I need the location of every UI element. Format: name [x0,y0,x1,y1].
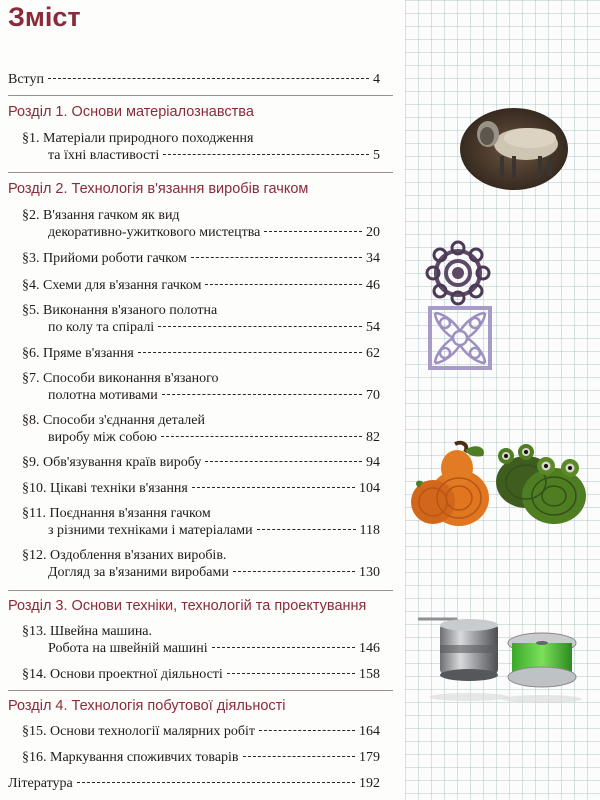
crochet-square-motif [427,305,493,371]
dot-leader [191,257,362,258]
toc-page: 82 [366,430,380,445]
sheep-photo [460,108,568,190]
toc-row[interactable] [48,319,380,336]
toc-line1: §13. Швейна машина. [22,624,153,639]
toc-label: декоративно-ужиткового мистецтва [48,225,261,240]
dot-leader [212,647,355,648]
dot-leader [227,673,355,674]
dot-leader [259,730,355,731]
toc-row[interactable] [48,522,380,539]
toc-line1: §5. Виконання в'язаного полотна [22,303,218,318]
toc-row[interactable] [48,564,380,581]
toc-row[interactable] [22,345,380,362]
divider [8,95,393,96]
dot-leader [205,461,362,462]
dot-leader [163,154,369,155]
toc-label: Догляд за в'язаними виробами [48,565,229,580]
toc-row[interactable] [48,147,380,164]
dot-leader [233,571,355,572]
dot-leader [162,394,362,395]
toc-row[interactable] [22,723,380,740]
crochet-pear-potholder [403,438,495,530]
toc-label: полотна мотивами [48,388,158,403]
toc-label: §14. Основи проектної діяльності [22,667,223,682]
toc-page: 34 [366,251,380,266]
toc-row-literature[interactable] [8,775,380,792]
toc-page: 62 [366,346,380,361]
toc-label: §16. Маркування споживчих товарів [22,750,239,765]
toc-page: 146 [359,641,380,656]
toc-page: 118 [359,523,380,538]
toc-row[interactable] [22,749,380,766]
toc-page: 158 [359,667,380,682]
toc-page: 164 [359,724,380,739]
toc-label: §6. Пряме в'язання [22,346,134,361]
dot-leader [243,756,355,757]
toc-page: 20 [366,225,380,240]
toc-line1: §2. В'язання гачком як вид [22,208,180,223]
toc-label: §15. Основи технології малярних робіт [22,724,256,739]
toc-row[interactable] [22,277,380,294]
dot-leader [48,78,369,79]
toc-line1: §11. Поєднання в'язання гачком [22,506,211,521]
toc-label: з різними техніками і матеріалами [48,523,253,538]
toc-page: 179 [359,750,380,765]
toc-row[interactable] [48,224,380,241]
section-heading: Розділ 1. Основи матеріалознавства [8,104,254,120]
toc-line1: §12. Оздоблення в'язаних виробів. [22,548,227,563]
toc-page: 104 [359,481,380,496]
toc-line1: §8. Способи з'єднання деталей [22,413,205,428]
section-heading: Розділ 4. Технологія побутової діяльності [8,698,286,714]
toc-label: §4. Схеми для в'язання гачком [22,278,202,293]
section-heading: Розділ 3. Основи техніки, технологій та проектування [8,598,367,614]
dot-leader [138,352,362,353]
toc-page: 130 [359,565,380,580]
page-title: Зміст [8,2,81,32]
dot-leader [257,529,356,530]
toc-line1: §1. Матеріали природного походження [22,131,254,146]
toc-page: 94 [366,455,380,470]
toc-row[interactable] [48,387,380,404]
toc-page: 46 [366,278,380,293]
toc-row[interactable] [22,480,380,497]
toc-page: 4 [373,72,380,87]
toc-page: 5 [373,148,380,163]
toc-page: 70 [366,388,380,403]
toc-row[interactable] [22,454,380,471]
section-heading: Розділ 2. Технологія в'язання виробів гачком [8,181,309,197]
toc-label: Вступ [8,72,44,87]
sewing-bobbin-case-photo [412,605,592,705]
toc-label: §9. Обв'язування країв виробу [22,455,202,470]
toc-label: виробу між собою [48,430,157,445]
dot-leader [205,284,362,285]
dot-leader [192,487,355,488]
toc-line1: §7. Способи виконання в'язаного [22,371,219,386]
toc-page: 192 [359,776,380,791]
toc-row[interactable] [48,640,380,657]
toc-label: §10. Цікаві техніки в'язання [22,481,188,496]
toc-label: §3. Прийоми роботи гачком [22,251,187,266]
toc-label: Робота на швейній машині [48,641,208,656]
dot-leader [264,231,362,232]
divider [8,690,393,691]
divider [8,590,393,591]
dot-leader [158,326,362,327]
crochet-flower-motif [425,240,491,306]
dot-leader [161,436,362,437]
toc-row[interactable] [22,666,380,683]
toc-page: 54 [366,320,380,335]
crochet-frog-potholder [490,440,590,528]
toc-label: Література [8,776,73,791]
divider [8,172,393,173]
toc-row[interactable] [22,250,380,267]
toc-label: та їхні властивості [48,148,160,163]
dot-leader [77,782,355,783]
toc-row-intro[interactable] [8,71,380,88]
toc-row[interactable] [48,429,380,446]
toc-label: по колу та спіралі [48,320,155,335]
